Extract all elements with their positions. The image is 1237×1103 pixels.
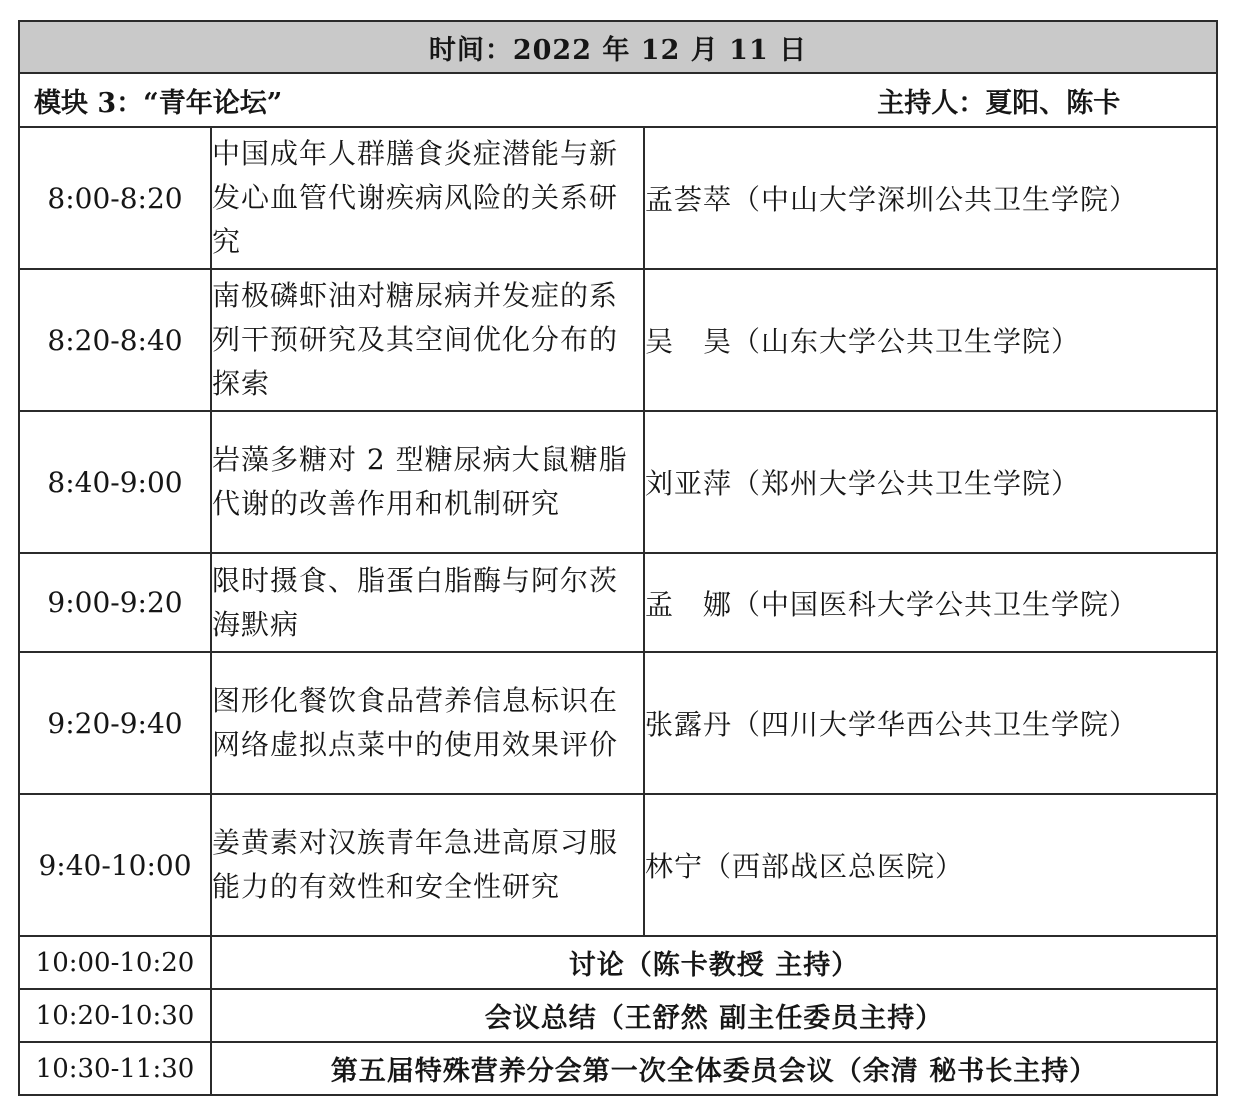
schedule-table [18,20,1218,1096]
module-title: 模块 3：“青年论坛” [34,87,283,119]
talk-title: 限时摄食、脂蛋白脂酶与阿尔茨海默病 [211,553,644,652]
talk-time: 8:20-8:40 [19,269,211,411]
talk-title: 图形化餐饮食品营养信息标识在网络虚拟点菜中的使用效果评价 [211,652,644,794]
date-row [19,21,1217,73]
session-row [19,989,1217,1042]
talk-row [19,269,1217,411]
talk-speaker: 孟 娜（中国医科大学公共卫生学院） [644,553,1217,652]
talk-speaker: 张露丹（四川大学华西公共卫生学院） [644,652,1217,794]
session-time: 10:30-11:30 [19,1042,211,1095]
talk-time: 8:40-9:00 [19,411,211,553]
session-row [19,1042,1217,1095]
session-time: 10:20-10:30 [19,989,211,1042]
session-time: 10:00-10:20 [19,936,211,989]
talk-title: 南极磷虾油对糖尿病并发症的系列干预研究及其空间优化分布的探索 [211,269,644,411]
talk-speaker: 吴 昊（山东大学公共卫生学院） [644,269,1217,411]
session-row [19,936,1217,989]
talk-time: 8:00-8:20 [19,127,211,269]
session-title: 第五届特殊营养分会第一次全体委员会议（余清 秘书长主持） [211,1042,1217,1095]
talk-row [19,127,1217,269]
talk-speaker: 孟荟萃（中山大学深圳公共卫生学院） [644,127,1217,269]
talk-row [19,794,1217,936]
module-host-cell [19,73,1217,127]
talk-time: 9:20-9:40 [19,652,211,794]
talk-time: 9:00-9:20 [19,553,211,652]
module-row [19,73,1217,127]
session-title: 会议总结（王舒然 副主任委员主持） [211,989,1217,1042]
date-line: 时间：2022 年 12 月 11 日 [19,21,1217,73]
talk-title: 中国成年人群膳食炎症潜能与新发心血管代谢疾病风险的关系研究 [211,127,644,269]
talk-row [19,652,1217,794]
talk-time: 9:40-10:00 [19,794,211,936]
talk-speaker: 刘亚萍（郑州大学公共卫生学院） [644,411,1217,553]
talk-title: 姜黄素对汉族青年急进高原习服能力的有效性和安全性研究 [211,794,644,936]
talk-row [19,411,1217,553]
talk-speaker: 林宁（西部战区总医院） [644,794,1217,936]
host-line: 主持人：夏阳、陈卡 [877,87,1121,119]
talk-row [19,553,1217,652]
talk-title: 岩藻多糖对 2 型糖尿病大鼠糖脂代谢的改善作用和机制研究 [211,411,644,553]
session-title: 讨论（陈卡教授 主持） [211,936,1217,989]
